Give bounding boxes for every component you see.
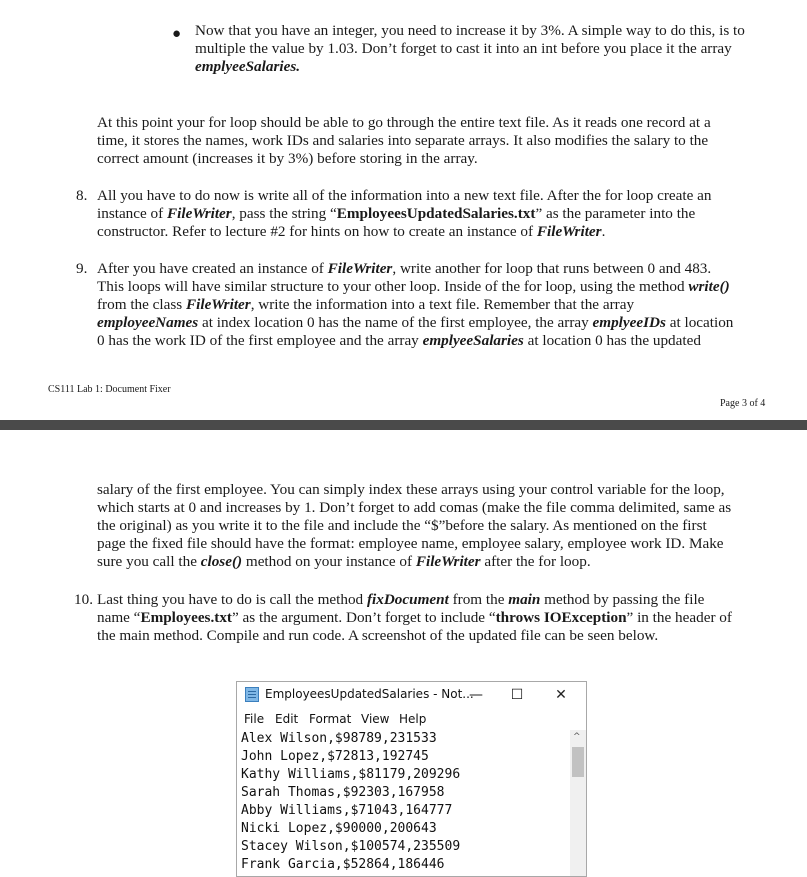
- page-separator: [0, 420, 807, 430]
- text-line: Abby Williams,$71043,164777: [241, 803, 453, 818]
- item-9-line-4: employeeNames at index location 0 has the name of the first employee, the array emplyeeIDs at location: [97, 314, 734, 331]
- cont-line-3: the original) as you write it to the file and include the “$”before the salary. As mentioned on the first: [97, 517, 707, 534]
- cont-line-2: which starts at 0 and increases by 1. Don’t forget to add comas (make the file comma delimited, same as: [97, 499, 732, 516]
- window-title: EmployeesUpdatedSalaries - Not...: [265, 687, 474, 701]
- text-line: Stacey Wilson,$100574,235509: [241, 839, 461, 854]
- item-9-number: 9.: [76, 260, 88, 277]
- close-button[interactable]: ✕: [555, 687, 567, 703]
- item-8-line-3: constructor. Refer to lecture #2 for hints on how to create an instance of FileWriter.: [97, 223, 606, 240]
- text-line: Alex Wilson,$98789,231533: [241, 731, 437, 746]
- item-10-line-2: name “Employees.txt” as the argument. Don’t forget to include “throws IOException” in the header of: [97, 609, 732, 626]
- notepad-icon: [245, 687, 259, 702]
- bullet-dot: ●: [172, 26, 182, 42]
- cont-line-1: salary of the first employee. You can simply index these arrays using your control variable for the loop,: [97, 481, 725, 498]
- text-line: Nicki Lopez,$90000,200643: [241, 821, 437, 836]
- text-line: Sarah Thomas,$92303,167958: [241, 785, 445, 800]
- maximize-button[interactable]: ☐: [510, 687, 524, 703]
- text-line: Frank Garcia,$52864,186446: [241, 857, 445, 872]
- notepad-titlebar[interactable]: [237, 682, 586, 708]
- text-editor[interactable]: [237, 730, 570, 876]
- cont-line-4: page the fixed file should have the format: employee name, employee salary, employee work ID. Make: [97, 535, 724, 552]
- minimize-button[interactable]: —: [469, 687, 483, 703]
- vertical-scrollbar[interactable]: [570, 730, 586, 876]
- menu-edit[interactable]: Edit: [275, 712, 299, 726]
- menu-view[interactable]: View: [361, 712, 390, 726]
- item-9-line-3: from the class FileWriter, write the information into a text file. Remember that the array: [97, 296, 635, 313]
- para-line-2: time, it stores the names, work IDs and salaries into separate arrays. It also modifies the salary to the: [97, 132, 709, 149]
- item-10-line-1: Last thing you have to do is call the method fixDocument from the main method by passing the file: [97, 591, 705, 608]
- item-8-line-1: All you have to do now is write all of the information into a new text file. After the for loop create an: [97, 187, 712, 204]
- scroll-thumb[interactable]: [572, 747, 584, 777]
- item-9-line-1: After you have created an instance of FileWriter, write another for loop that runs between 0 and 483.: [97, 260, 712, 277]
- menu-help[interactable]: Help: [399, 712, 427, 726]
- notepad-window: [236, 681, 587, 877]
- menu-format[interactable]: Format: [309, 712, 352, 726]
- menu-file[interactable]: File: [244, 712, 265, 726]
- bullet-line-1: Now that you have an integer, you need to increase it by 3%. A simple way to do this, is to: [195, 22, 745, 39]
- item-9-line-5: 0 has the work ID of the first employee and the array emplyeeSalaries at location 0 has the updated: [97, 332, 701, 349]
- item-9-line-2: This loops will have similar structure to your other loop. Inside of the for loop, using the method write(): [97, 278, 730, 295]
- para-line-1: At this point your for loop should be able to go through the entire text file. As it reads one record at a: [97, 114, 711, 131]
- footer-page-number: Page 3 of 4: [720, 398, 766, 409]
- footer-course-label: CS111 Lab 1: Document Fixer: [48, 384, 171, 395]
- item-8-number: 8.: [76, 187, 88, 204]
- item-10-number: 10.: [74, 591, 93, 608]
- document-page-4: [0, 430, 807, 875]
- item-8-line-2: instance of FileWriter, pass the string “EmployeesUpdatedSalaries.txt” as the parameter into the: [97, 205, 696, 222]
- text-line: John Lopez,$72813,192745: [241, 749, 429, 764]
- cont-line-5: sure you call the close() method on your instance of FileWriter after the for loop.: [97, 553, 591, 570]
- item-10-line-3: the main method. Compile and run code. A screenshot of the updated file can be seen below.: [97, 627, 659, 644]
- para-line-3: correct amount (increases it by 3%) before storing in the array.: [97, 150, 478, 167]
- document-page-3: [0, 0, 807, 420]
- bullet-line-3: emplyeeSalaries.: [195, 58, 301, 75]
- text-line: Kathy Williams,$81179,209296: [241, 767, 461, 782]
- scroll-up-icon[interactable]: ^: [573, 732, 581, 742]
- bullet-line-2: multiple the value by 1.03. Don’t forget to cast it into an int before you place it the array: [195, 40, 732, 57]
